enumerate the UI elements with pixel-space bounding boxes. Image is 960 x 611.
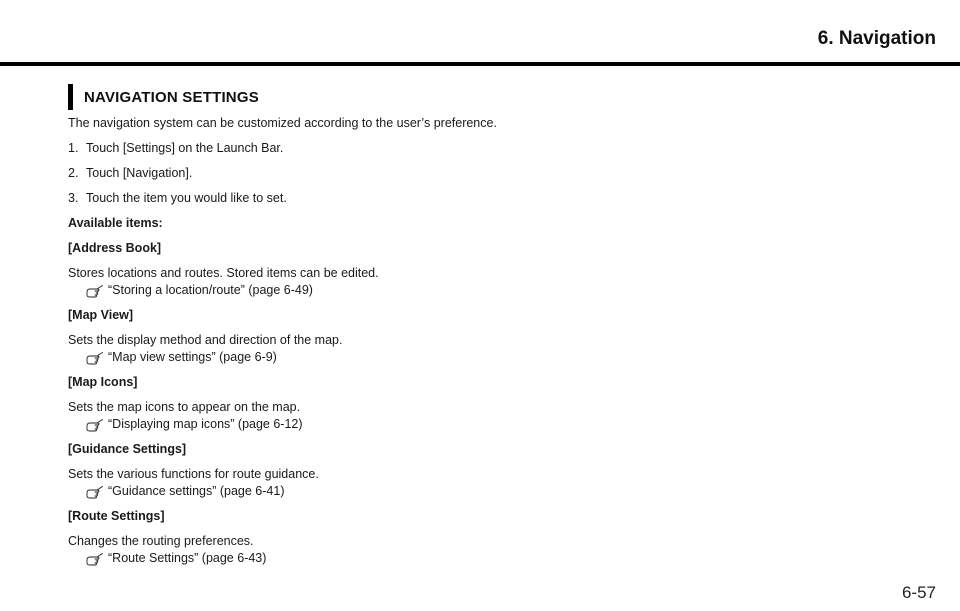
item-reference — [86, 417, 628, 432]
page-number: 6-57 — [901, 583, 936, 602]
reference-text: “Displaying map icons” (page 6-12) — [108, 417, 303, 431]
item-description: Sets the display method and direction of the map. — [68, 333, 343, 347]
step-text: Touch [Navigation]. — [86, 166, 193, 180]
step-number: 3. — [68, 191, 79, 205]
item-reference — [86, 350, 628, 365]
step-text: Touch the item you would like to set. — [86, 191, 287, 205]
item-title-map-icons: [Map Icons] — [68, 375, 138, 389]
section-heading — [68, 84, 628, 110]
step-3 — [68, 191, 628, 206]
step-1 — [68, 141, 628, 156]
item-description: Changes the routing preferences. — [68, 534, 254, 548]
reference-text: “Guidance settings” (page 6-41) — [108, 484, 285, 498]
step-number: 1. — [68, 141, 79, 155]
pointing-hand-icon — [86, 284, 104, 298]
item-description: Sets the map icons to appear on the map. — [68, 400, 301, 414]
item-title-route-settings: [Route Settings] — [68, 509, 165, 523]
pointing-hand-icon — [86, 351, 104, 365]
pointing-hand-icon — [86, 552, 104, 566]
reference-text: “Map view settings” (page 6-9) — [108, 350, 277, 364]
step-text: Touch [Settings] on the Launch Bar. — [86, 141, 284, 155]
item-description: Stores locations and routes. Stored items can be edited. — [68, 266, 379, 280]
intro-text: The navigation system can be customized according to the user’s preference. — [68, 116, 497, 130]
chapter-title: 6. Navigation — [817, 28, 936, 49]
item-title-guidance-settings: [Guidance Settings] — [68, 442, 187, 456]
section-heading-text: NAVIGATION SETTINGS — [84, 88, 259, 106]
navigation-settings-section — [68, 84, 628, 576]
header-rule — [0, 62, 960, 66]
step-number: 2. — [68, 166, 79, 180]
step-2 — [68, 166, 628, 181]
pointing-hand-icon — [86, 485, 104, 499]
item-description: Sets the various functions for route guidance. — [68, 467, 319, 481]
pointing-hand-icon — [86, 418, 104, 432]
reference-text: “Route Settings” (page 6-43) — [108, 551, 267, 565]
item-title-map-view: [Map View] — [68, 308, 134, 322]
heading-bar — [68, 84, 73, 110]
item-reference — [86, 283, 628, 298]
item-reference — [86, 484, 628, 499]
available-items-label: Available items: — [68, 216, 163, 230]
item-title-address-book: [Address Book] — [68, 241, 162, 255]
reference-text: “Storing a location/route” (page 6-49) — [108, 283, 313, 297]
item-reference — [86, 551, 628, 566]
